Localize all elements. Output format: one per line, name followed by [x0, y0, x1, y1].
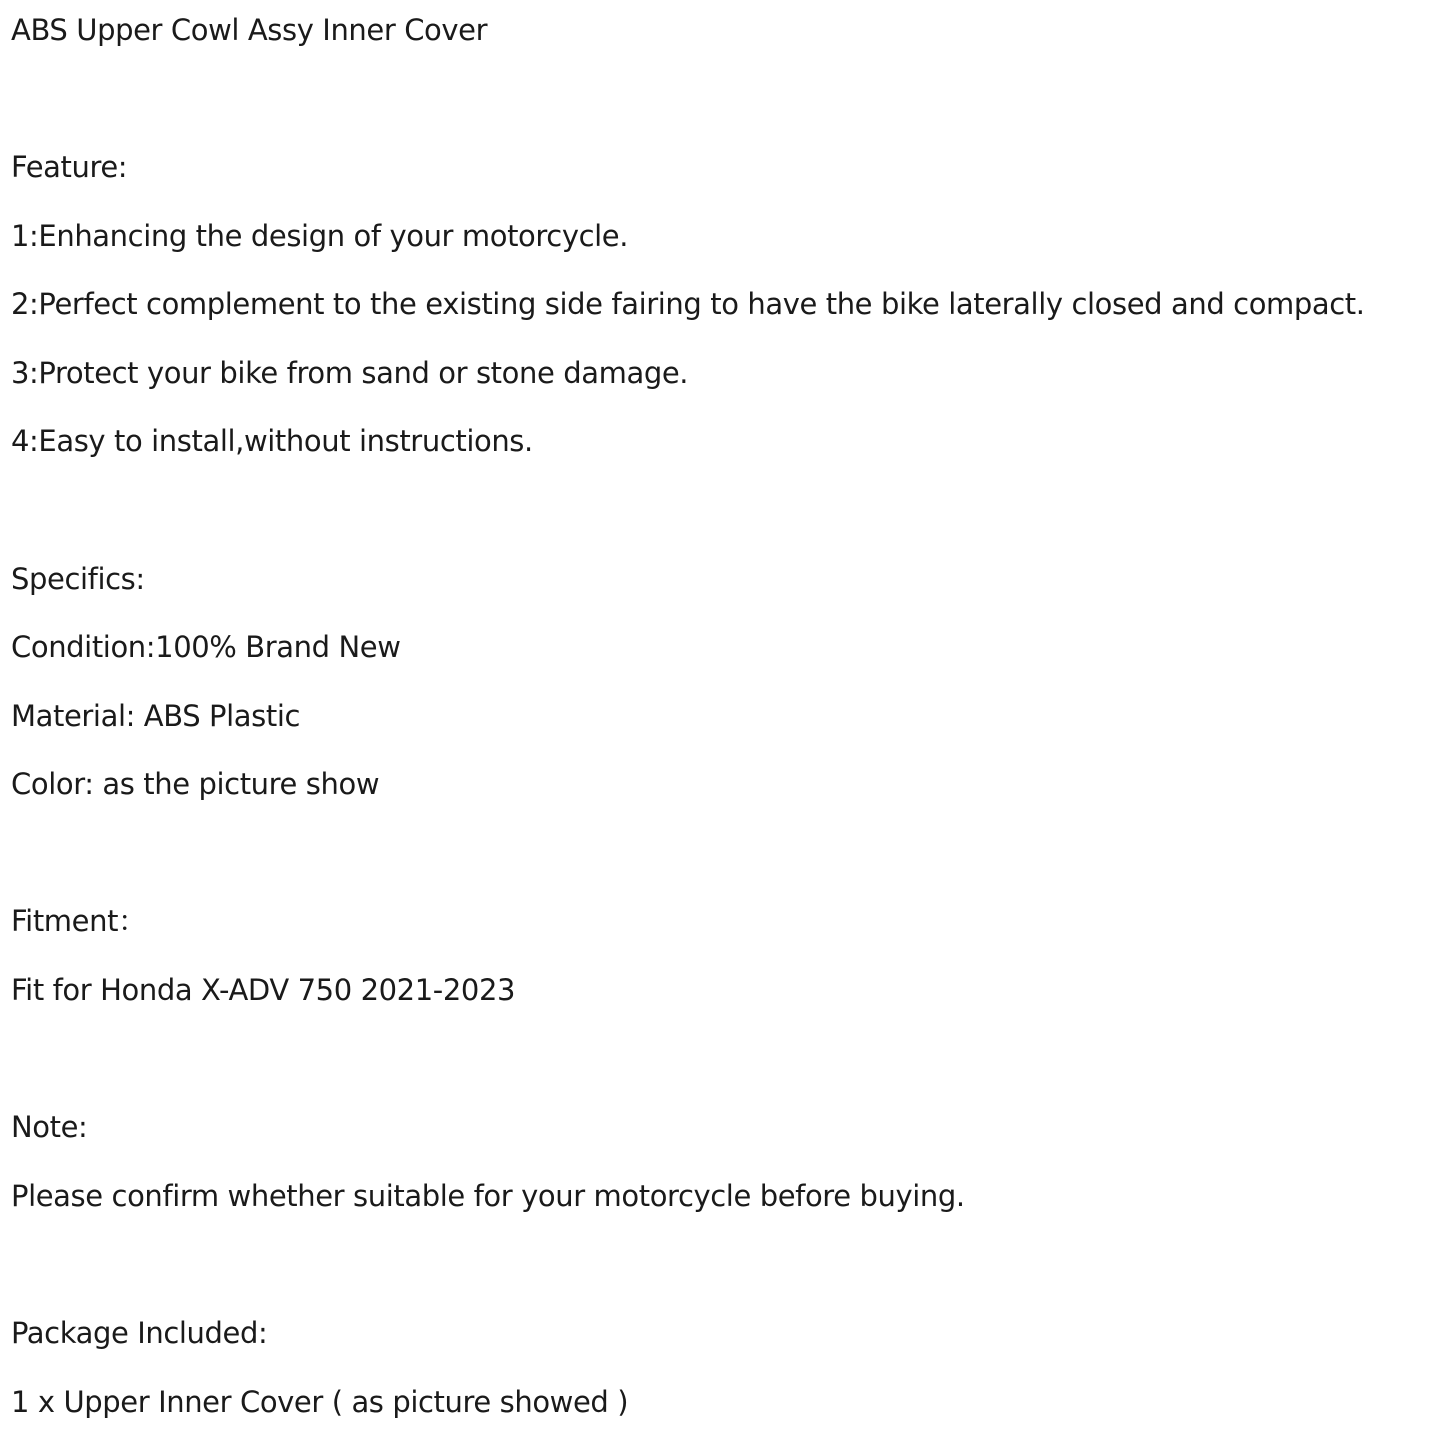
- package-heading: Package Included:: [11, 1316, 268, 1350]
- feature-item-4: 4:Easy to install,without instructions.: [11, 424, 533, 458]
- spec-color: Color: as the picture show: [11, 767, 380, 801]
- feature-item-3: 3:Protect your bike from sand or stone damage.: [11, 356, 689, 390]
- package-text: 1 x Upper Inner Cover ( as picture showed ): [11, 1385, 629, 1419]
- feature-item-2: 2:Perfect complement to the existing side fairing to have the bike laterally closed and compact.: [11, 287, 1365, 321]
- fitment-text: Fit for Honda X-ADV 750 2021-2023: [11, 973, 516, 1007]
- spec-condition: Condition:100% Brand New: [11, 630, 401, 664]
- specifics-heading: Specifics:: [11, 562, 145, 596]
- spec-material: Material: ABS Plastic: [11, 699, 301, 733]
- feature-item-1: 1:Enhancing the design of your motorcycle.: [11, 219, 629, 253]
- note-heading: Note:: [11, 1110, 88, 1144]
- note-text: Please confirm whether suitable for your motorcycle before buying.: [11, 1179, 965, 1213]
- product-title: ABS Upper Cowl Assy Inner Cover: [11, 13, 488, 47]
- feature-heading: Feature:: [11, 150, 128, 184]
- fitment-heading: Fitment：: [11, 904, 147, 938]
